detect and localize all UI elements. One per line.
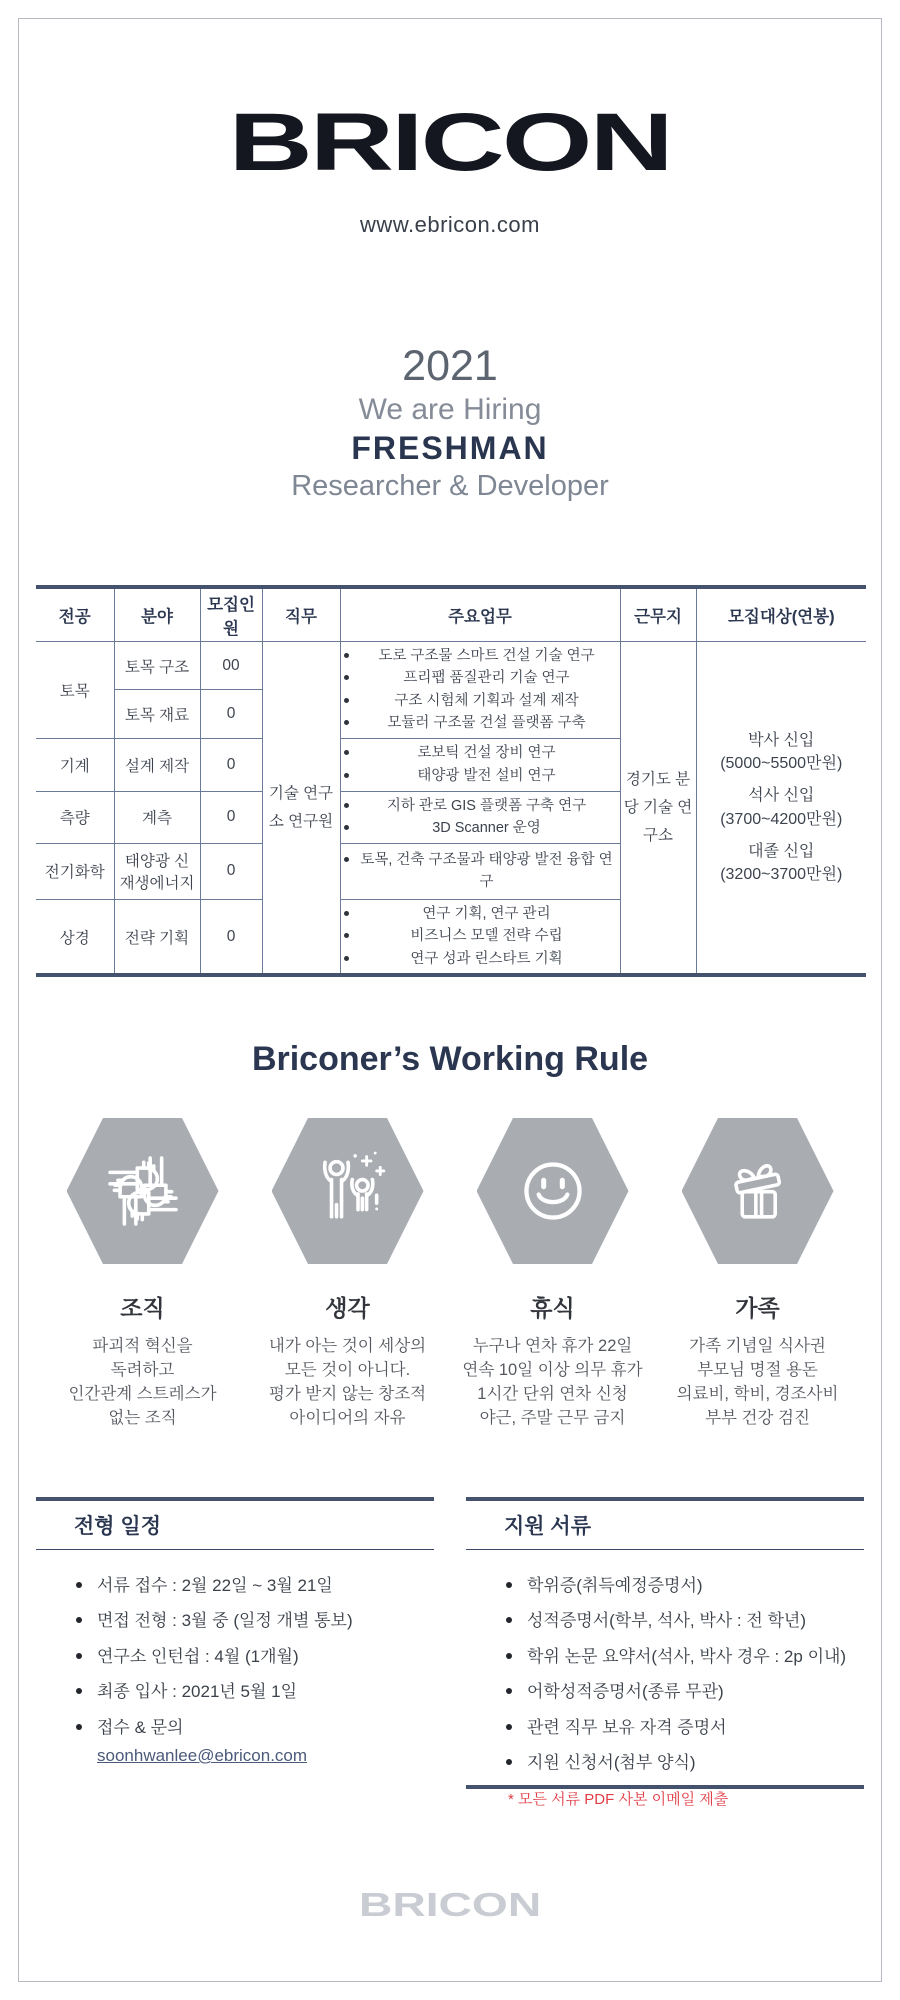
duty-item: 지하 관로 GIS 플랫폼 구축 연구 [344,795,617,817]
field-cell: 태양광 신재생에너지 [114,843,200,899]
brand-website: www.ebricon.com [360,212,540,237]
duty-item: 프리팹 품질관리 기술 연구 [344,667,617,689]
hero-section [0,344,900,502]
schedule-item: 최종 입사 : 2021년 5월 1일 [76,1682,434,1702]
salary-phd: 박사 신입 (5000~5500만원) [720,732,843,773]
major-cell: 토목 [36,642,114,739]
duties-cell-business [340,899,620,975]
hexagon-badge [67,1118,219,1264]
duties-cell-civil [340,642,620,739]
work-location-cell: 경기도 분당 기술 연구소 [620,642,696,976]
count-cell: 0 [200,791,262,843]
document-item: 학위 논문 요약서(석사, 박사 경우 : 2p 이내) [506,1647,864,1667]
brand-logo-text: BRICON [228,97,672,188]
field-cell: 계측 [114,791,200,843]
celebrating-people-icon [305,1148,391,1234]
document-item: 학위증(취득예정증명서) [506,1576,864,1596]
working-rule-item-text: 내가 아는 것이 세상의 모든 것이 아니다. 평가 받지 않는 창조적 아이디어의 자유 [268,1337,427,1427]
duty-item: 모듈러 구조물 건설 플랫폼 구축 [344,712,617,734]
salary-master: 석사 신입 (3700~4200만원) [720,787,843,828]
job-title-cell: 기술 연구소 연구원 [262,642,340,976]
schedule-list [36,1576,434,1766]
schedule-section [36,1497,434,1781]
field-cell: 토목 재료 [114,690,200,738]
contact-email-line [97,1746,434,1766]
footer-logo-text: BRICON [358,1886,542,1923]
working-rule-items [40,1118,860,1431]
working-rule-item-text: 가족 기념일 식사권 부모님 명절 용돈 의료비, 학비, 경조사비 부부 건강 검진 [676,1337,839,1427]
documents-title: 지원 서류 [466,1501,864,1550]
count-cell: 0 [200,843,262,899]
duties-cell-survey [340,791,620,843]
duty-item: 도로 구조물 스마트 건설 기술 연구 [344,645,617,667]
major-cell: 측량 [36,791,114,843]
count-cell: 00 [200,642,262,690]
count-cell: 0 [200,899,262,975]
contact-email-link[interactable]: soonhwanlee@ebricon.com [97,1745,308,1765]
duty-item: 연구 성과 린스타트 기획 [344,948,617,970]
duty-item: 3D Scanner 운영 [344,817,617,839]
working-rule-item-title: 가족 [735,1295,780,1321]
count-cell: 0 [200,690,262,738]
working-rule-item-text: 파괴적 혁신을 독려하고 인간관계 스트레스가 없는 조직 [68,1337,217,1427]
working-rule-item-rest [450,1118,655,1431]
working-rule-item-title: 생각 [325,1295,370,1321]
field-cell: 설계 제작 [114,738,200,791]
gift-box-icon [715,1148,801,1234]
working-rule-item-text: 누구나 연차 휴가 22일 연속 10일 이상 의무 휴가 1시간 단위 연차 신청 야근, 주말 근무 금지 [462,1337,643,1427]
hexagon-badge [272,1118,424,1264]
schedule-title: 전형 일정 [36,1501,434,1550]
hexagon-badge [682,1118,834,1264]
duty-item: 연구 기획, 연구 관리 [344,903,617,925]
header-field: 분야 [114,587,200,642]
duties-cell-machine [340,738,620,791]
duty-item: 구조 시험체 기획과 설계 제작 [344,690,617,712]
duty-item: 토목, 건축 구조물과 태양광 발전 융합 연구 [344,849,617,894]
header-major: 전공 [36,587,114,642]
hero-title: FRESHMAN [351,429,549,466]
schedule-item: 연구소 인턴쉽 : 4월 (1개월) [76,1647,434,1667]
teamwork-hands-icon [100,1148,186,1234]
document-item: 지원 신청서(첨부 양식) [506,1753,864,1773]
header-duties: 주요업무 [340,587,620,642]
duty-item: 비즈니스 모델 전략 수립 [344,925,617,947]
working-rule-item-title: 조직 [120,1295,165,1321]
field-cell: 토목 구조 [114,642,200,690]
schedule-item: 서류 접수 : 2월 22일 ~ 3월 21일 [76,1576,434,1596]
hero-tagline: Researcher & Developer [291,470,609,503]
working-rule-item-title: 휴식 [530,1295,575,1321]
recruit-table [36,585,866,977]
header-job: 직무 [262,587,340,642]
documents-list [466,1576,864,1773]
document-item: 성적증명서(학부, 석사, 박사 : 전 학년) [506,1611,864,1631]
working-rule-title: Briconer’s Working Rule [251,1040,649,1078]
hero-year: 2021 [402,342,498,390]
working-rule-item-organization [40,1118,245,1431]
duties-cell-electro [340,843,620,899]
major-cell: 기계 [36,738,114,791]
duty-item: 태양광 발전 설비 연구 [344,765,617,787]
working-rule-item-family [655,1118,860,1431]
footer-logo [0,1886,900,1924]
duty-item: 로보틱 건설 장비 연구 [344,742,617,764]
brand-logo [0,96,900,190]
field-cell: 전략 기획 [114,899,200,975]
document-item: 어학성적증명서(종류 무관) [506,1682,864,1702]
major-cell: 전기화학 [36,843,114,899]
documents-section [466,1497,864,1809]
header-location: 근무지 [620,587,696,642]
salary-cell [696,642,866,976]
smiley-face-icon [510,1148,596,1234]
schedule-item: 면접 전형 : 3월 중 (일정 개별 통보) [76,1611,434,1631]
hexagon-badge [477,1118,629,1264]
document-item: 관련 직무 보유 자격 증명서 [506,1718,864,1738]
count-cell: 0 [200,738,262,791]
schedule-item: 접수 & 문의 soonhwanlee@ebricon.com [76,1718,434,1767]
header-count: 모집인원 [200,587,262,642]
major-cell: 상경 [36,899,114,975]
table-row [36,642,866,690]
table-header-row [36,587,866,642]
working-rule-item-thinking [245,1118,450,1431]
hero-subtitle: We are Hiring [358,393,542,427]
salary-bachelor: 대졸 신입 (3200~3700만원) [720,842,843,883]
header-salary: 모집대상(연봉) [696,587,866,642]
documents-note: * 모든 서류 PDF 사본 이메일 제출 [508,1791,729,1809]
